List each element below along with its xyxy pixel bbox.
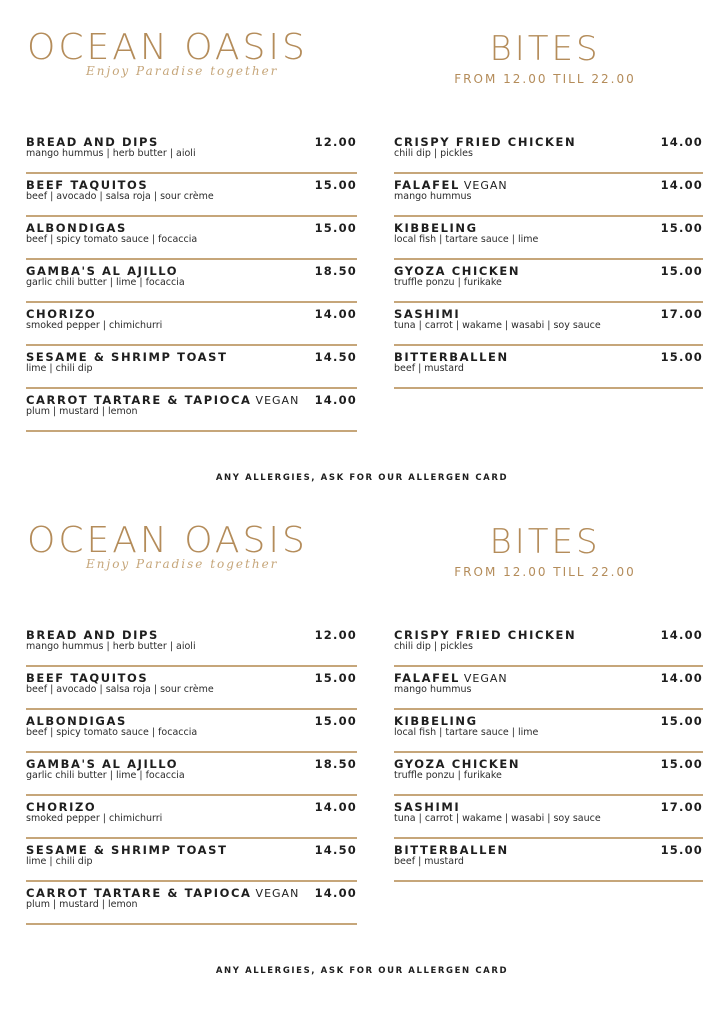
menu-item: [394, 218, 703, 260]
menu-item-title: BEEF TAQUITOS: [26, 178, 149, 192]
menu-item-name: [26, 757, 182, 771]
brand-name: OCEAN OASIS: [27, 27, 308, 68]
menu-item-title: CHORIZO: [26, 307, 97, 321]
menu-item-description: beef | mustard: [394, 363, 464, 374]
menu-item: [26, 132, 357, 174]
menu-item: [394, 711, 703, 753]
menu-item: [394, 132, 703, 174]
menu-item: [394, 304, 703, 346]
menu-item-tag: VEGAN: [255, 887, 300, 900]
menu-item-description: beef | spicy tomato sauce | focaccia: [26, 727, 198, 738]
menu-item-price: 15.00: [660, 350, 703, 364]
menu-item: [394, 625, 703, 667]
menu-item-price: 15.00: [660, 264, 703, 278]
menu-item-title: BREAD AND DIPS: [26, 135, 159, 149]
menu-item-name: [26, 350, 232, 364]
menu-item-title: CRISPY FRIED CHICKEN: [394, 628, 577, 642]
menu-item-price: 14.00: [660, 135, 703, 149]
section-hours: FROM 12.00 TILL 22.00: [454, 565, 636, 579]
menu-item-description: beef | spicy tomato sauce | focaccia: [26, 234, 198, 245]
menu-item-tag: VEGAN: [463, 672, 508, 685]
menu-card-bottom: [0, 493, 724, 983]
menu-item-name: [394, 221, 482, 235]
menu-item-description: mango hummus | herb butter | aioli: [26, 148, 196, 159]
menu-item-price: 15.00: [314, 671, 357, 685]
menu-item-description: garlic chili butter | lime | focaccia: [26, 770, 185, 781]
menu-item-description: truffle ponzu | furikake: [394, 277, 502, 288]
menu-item-price: 14.00: [314, 886, 357, 900]
menu-item: [26, 668, 357, 710]
menu-item-title: FALAFEL: [394, 178, 460, 192]
menu-item-name: [394, 800, 464, 814]
menu-item-name: [394, 757, 524, 771]
menu-item-name: [26, 221, 131, 235]
menu-item-name: [394, 628, 580, 642]
menu-item-description: chili dip | pickles: [394, 641, 473, 652]
menu-item-title: GYOZA CHICKEN: [394, 264, 521, 278]
allergen-note: ANY ALLERGIES, ASK FOR OUR ALLERGEN CARD: [215, 473, 509, 483]
menu-item-title: FALAFEL: [394, 671, 460, 685]
menu-item-tag: VEGAN: [463, 179, 508, 192]
menu-item-description: garlic chili butter | lime | focaccia: [26, 277, 185, 288]
menu-item-description: mango hummus: [394, 684, 472, 695]
menu-item-name: [394, 264, 524, 278]
menu-item-description: tuna | carrot | wakame | wasabi | soy sauce: [394, 813, 601, 824]
left-menu-column: [26, 132, 357, 433]
menu-item-price: 12.00: [314, 628, 357, 642]
menu-item-title: CARROT TARTARE & TAPIOCA: [26, 886, 252, 900]
menu-item-price: 14.50: [314, 350, 357, 364]
menu-item-description: chili dip | pickles: [394, 148, 473, 159]
menu-item-name: [394, 671, 508, 685]
menu-item: [394, 175, 703, 217]
menu-item-name: [394, 178, 508, 192]
menu-item: [26, 625, 357, 667]
menu-item-name: [26, 135, 163, 149]
menu-item-title: CRISPY FRIED CHICKEN: [394, 135, 577, 149]
menu-item-price: 14.00: [660, 628, 703, 642]
menu-item-name: [394, 135, 580, 149]
menu-item-name: [26, 307, 100, 321]
menu-item-price: 14.00: [314, 800, 357, 814]
menu-item: [26, 390, 357, 432]
menu-item: [394, 797, 703, 839]
menu-item-price: 15.00: [660, 221, 703, 235]
menu-item: [26, 347, 357, 389]
menu-item-title: CARROT TARTARE & TAPIOCA: [26, 393, 252, 407]
menu-item: [26, 797, 357, 839]
menu-item: [394, 347, 703, 389]
menu-item-name: [26, 800, 100, 814]
menu-item-title: BREAD AND DIPS: [26, 628, 159, 642]
menu-item-price: 18.50: [314, 264, 357, 278]
right-menu-column: [394, 132, 703, 390]
menu-item-price: 17.00: [660, 307, 703, 321]
menu-item-description: mango hummus | herb butter | aioli: [26, 641, 196, 652]
menu-item: [26, 711, 357, 753]
menu-item-name: [26, 264, 182, 278]
menu-item-price: 15.00: [314, 221, 357, 235]
menu-item-price: 14.50: [314, 843, 357, 857]
menu-item-title: SESAME & SHRIMP TOAST: [26, 843, 228, 857]
menu-item-title: CHORIZO: [26, 800, 97, 814]
menu-item-title: SASHIMI: [394, 800, 461, 814]
menu-item-name: [26, 628, 163, 642]
menu-item-description: mango hummus: [394, 191, 472, 202]
menu-item-price: 14.00: [314, 307, 357, 321]
menu-item: [26, 261, 357, 303]
menu-item-title: ALBONDIGAS: [26, 221, 127, 235]
brand-tagline: Enjoy Paradise together: [86, 64, 279, 78]
menu-item-price: 15.00: [660, 714, 703, 728]
menu-item-price: 12.00: [314, 135, 357, 149]
menu-item-description: beef | mustard: [394, 856, 464, 867]
menu-item: [26, 304, 357, 346]
menu-item-name: [394, 307, 464, 321]
menu-item-description: truffle ponzu | furikake: [394, 770, 502, 781]
menu-item-title: GAMBA'S AL AJILLO: [26, 264, 179, 278]
menu-item-title: SASHIMI: [394, 307, 461, 321]
section-hours: FROM 12.00 TILL 22.00: [454, 72, 636, 86]
menu-item-price: 14.00: [660, 178, 703, 192]
menu-item: [394, 840, 703, 882]
menu-item-description: beef | avocado | salsa roja | sour crème: [26, 191, 214, 202]
menu-item-name: [394, 714, 482, 728]
menu-item-title: GYOZA CHICKEN: [394, 757, 521, 771]
menu-item-title: BITTERBALLEN: [394, 350, 509, 364]
menu-item-name: [26, 178, 152, 192]
menu-item-title: KIBBELING: [394, 221, 478, 235]
menu-item-description: lime | chili dip: [26, 363, 93, 374]
menu-item-description: plum | mustard | lemon: [26, 406, 138, 417]
menu-item-description: lime | chili dip: [26, 856, 93, 867]
menu-item-name: [26, 393, 299, 407]
menu-item-price: 15.00: [660, 757, 703, 771]
menu-item-price: 18.50: [314, 757, 357, 771]
menu-item: [394, 668, 703, 710]
menu-item-description: smoked pepper | chimichurri: [26, 320, 163, 331]
menu-item-description: local fish | tartare sauce | lime: [394, 234, 539, 245]
brand-name: OCEAN OASIS: [27, 520, 308, 561]
menu-item-title: GAMBA'S AL AJILLO: [26, 757, 179, 771]
menu-item-price: 17.00: [660, 800, 703, 814]
right-menu-column: [394, 625, 703, 883]
menu-item-price: 15.00: [660, 843, 703, 857]
menu-item-name: [26, 843, 232, 857]
menu-item: [26, 175, 357, 217]
menu-item-title: ALBONDIGAS: [26, 714, 127, 728]
menu-item: [394, 261, 703, 303]
menu-item-name: [26, 671, 152, 685]
menu-item-price: 14.00: [314, 393, 357, 407]
left-menu-column: [26, 625, 357, 926]
menu-item: [394, 754, 703, 796]
menu-item-price: 15.00: [314, 714, 357, 728]
menu-item-title: BEEF TAQUITOS: [26, 671, 149, 685]
section-title: BITES: [489, 29, 601, 69]
menu-item-price: 14.00: [660, 671, 703, 685]
menu-item: [26, 218, 357, 260]
menu-item-title: KIBBELING: [394, 714, 478, 728]
menu-item-tag: VEGAN: [255, 394, 300, 407]
brand-tagline: Enjoy Paradise together: [86, 557, 279, 571]
menu-item-description: plum | mustard | lemon: [26, 899, 138, 910]
menu-item-description: local fish | tartare sauce | lime: [394, 727, 539, 738]
menu-item-name: [26, 886, 299, 900]
menu-item-title: SESAME & SHRIMP TOAST: [26, 350, 228, 364]
menu-item-price: 15.00: [314, 178, 357, 192]
allergen-note: ANY ALLERGIES, ASK FOR OUR ALLERGEN CARD: [215, 966, 509, 976]
menu-item-description: beef | avocado | salsa roja | sour crème: [26, 684, 214, 695]
menu-item-name: [26, 714, 131, 728]
menu-item-title: BITTERBALLEN: [394, 843, 509, 857]
menu-item: [26, 883, 357, 925]
menu-item-description: tuna | carrot | wakame | wasabi | soy sauce: [394, 320, 601, 331]
section-title: BITES: [489, 522, 601, 562]
menu-item: [26, 754, 357, 796]
menu-item: [26, 840, 357, 882]
menu-item-name: [394, 350, 513, 364]
menu-item-name: [394, 843, 513, 857]
menu-card-top: [0, 0, 724, 490]
menu-item-description: smoked pepper | chimichurri: [26, 813, 163, 824]
